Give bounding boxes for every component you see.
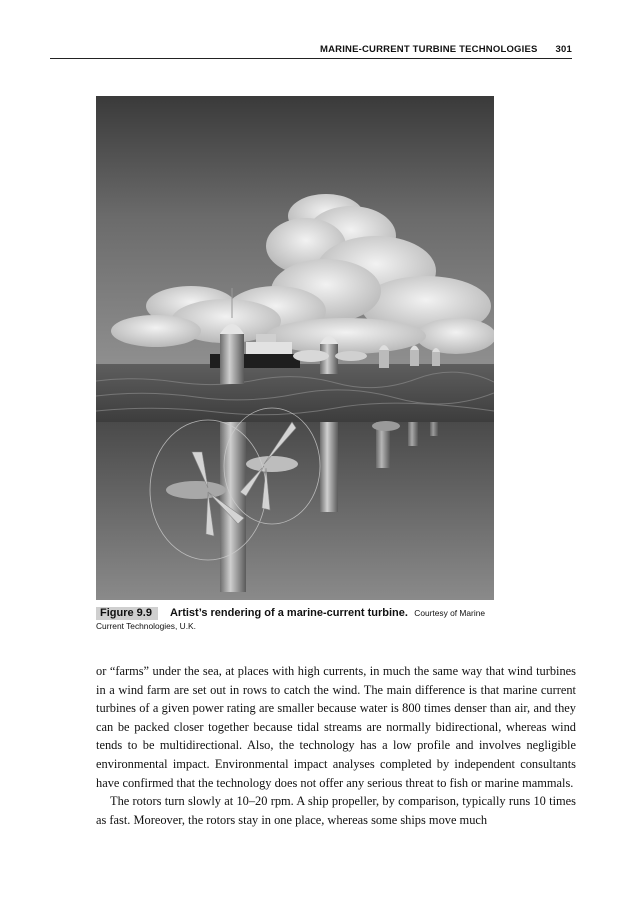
- figure-label: Figure 9.9: [96, 607, 158, 620]
- figure-credit: Courtesy of Marine Current Technologies, U.K.: [96, 608, 486, 631]
- page-number: 301: [555, 44, 572, 55]
- paragraph-2: The rotors turn slowly at 10–20 rpm. A ship propeller, by comparison, typically runs 10 times as fast. Moreover, the rotors stay in one place, whereas some ships move much: [96, 794, 576, 827]
- body-text: [96, 662, 576, 829]
- paragraph-1: or “farms” under the sea, at places with high currents, in much the same way that wind turbines in a wind farm are set out in rows to catch the wind. The main difference is that marine current turbines of a given power rating are smaller because water is 800 times denser than air, and they can be packed closer together because tidal streams are normally bidirectional, whereas wind tends to be multidirectional. Also, the technology has a low profile and involves negligible environmental impact. Environmental impact analyses completed by independent consultants have confirmed that the technology does not offer any serious threat to fish or marine mammals.: [96, 664, 576, 790]
- running-title: MARINE-CURRENT TURBINE TECHNOLOGIES: [319, 44, 538, 55]
- figure-title: Artist’s rendering of a marine-current turbine.: [169, 607, 408, 619]
- underwater: [96, 422, 494, 600]
- figure-caption: [96, 607, 506, 633]
- running-head: [50, 44, 572, 59]
- turbine-illustration: [96, 96, 494, 600]
